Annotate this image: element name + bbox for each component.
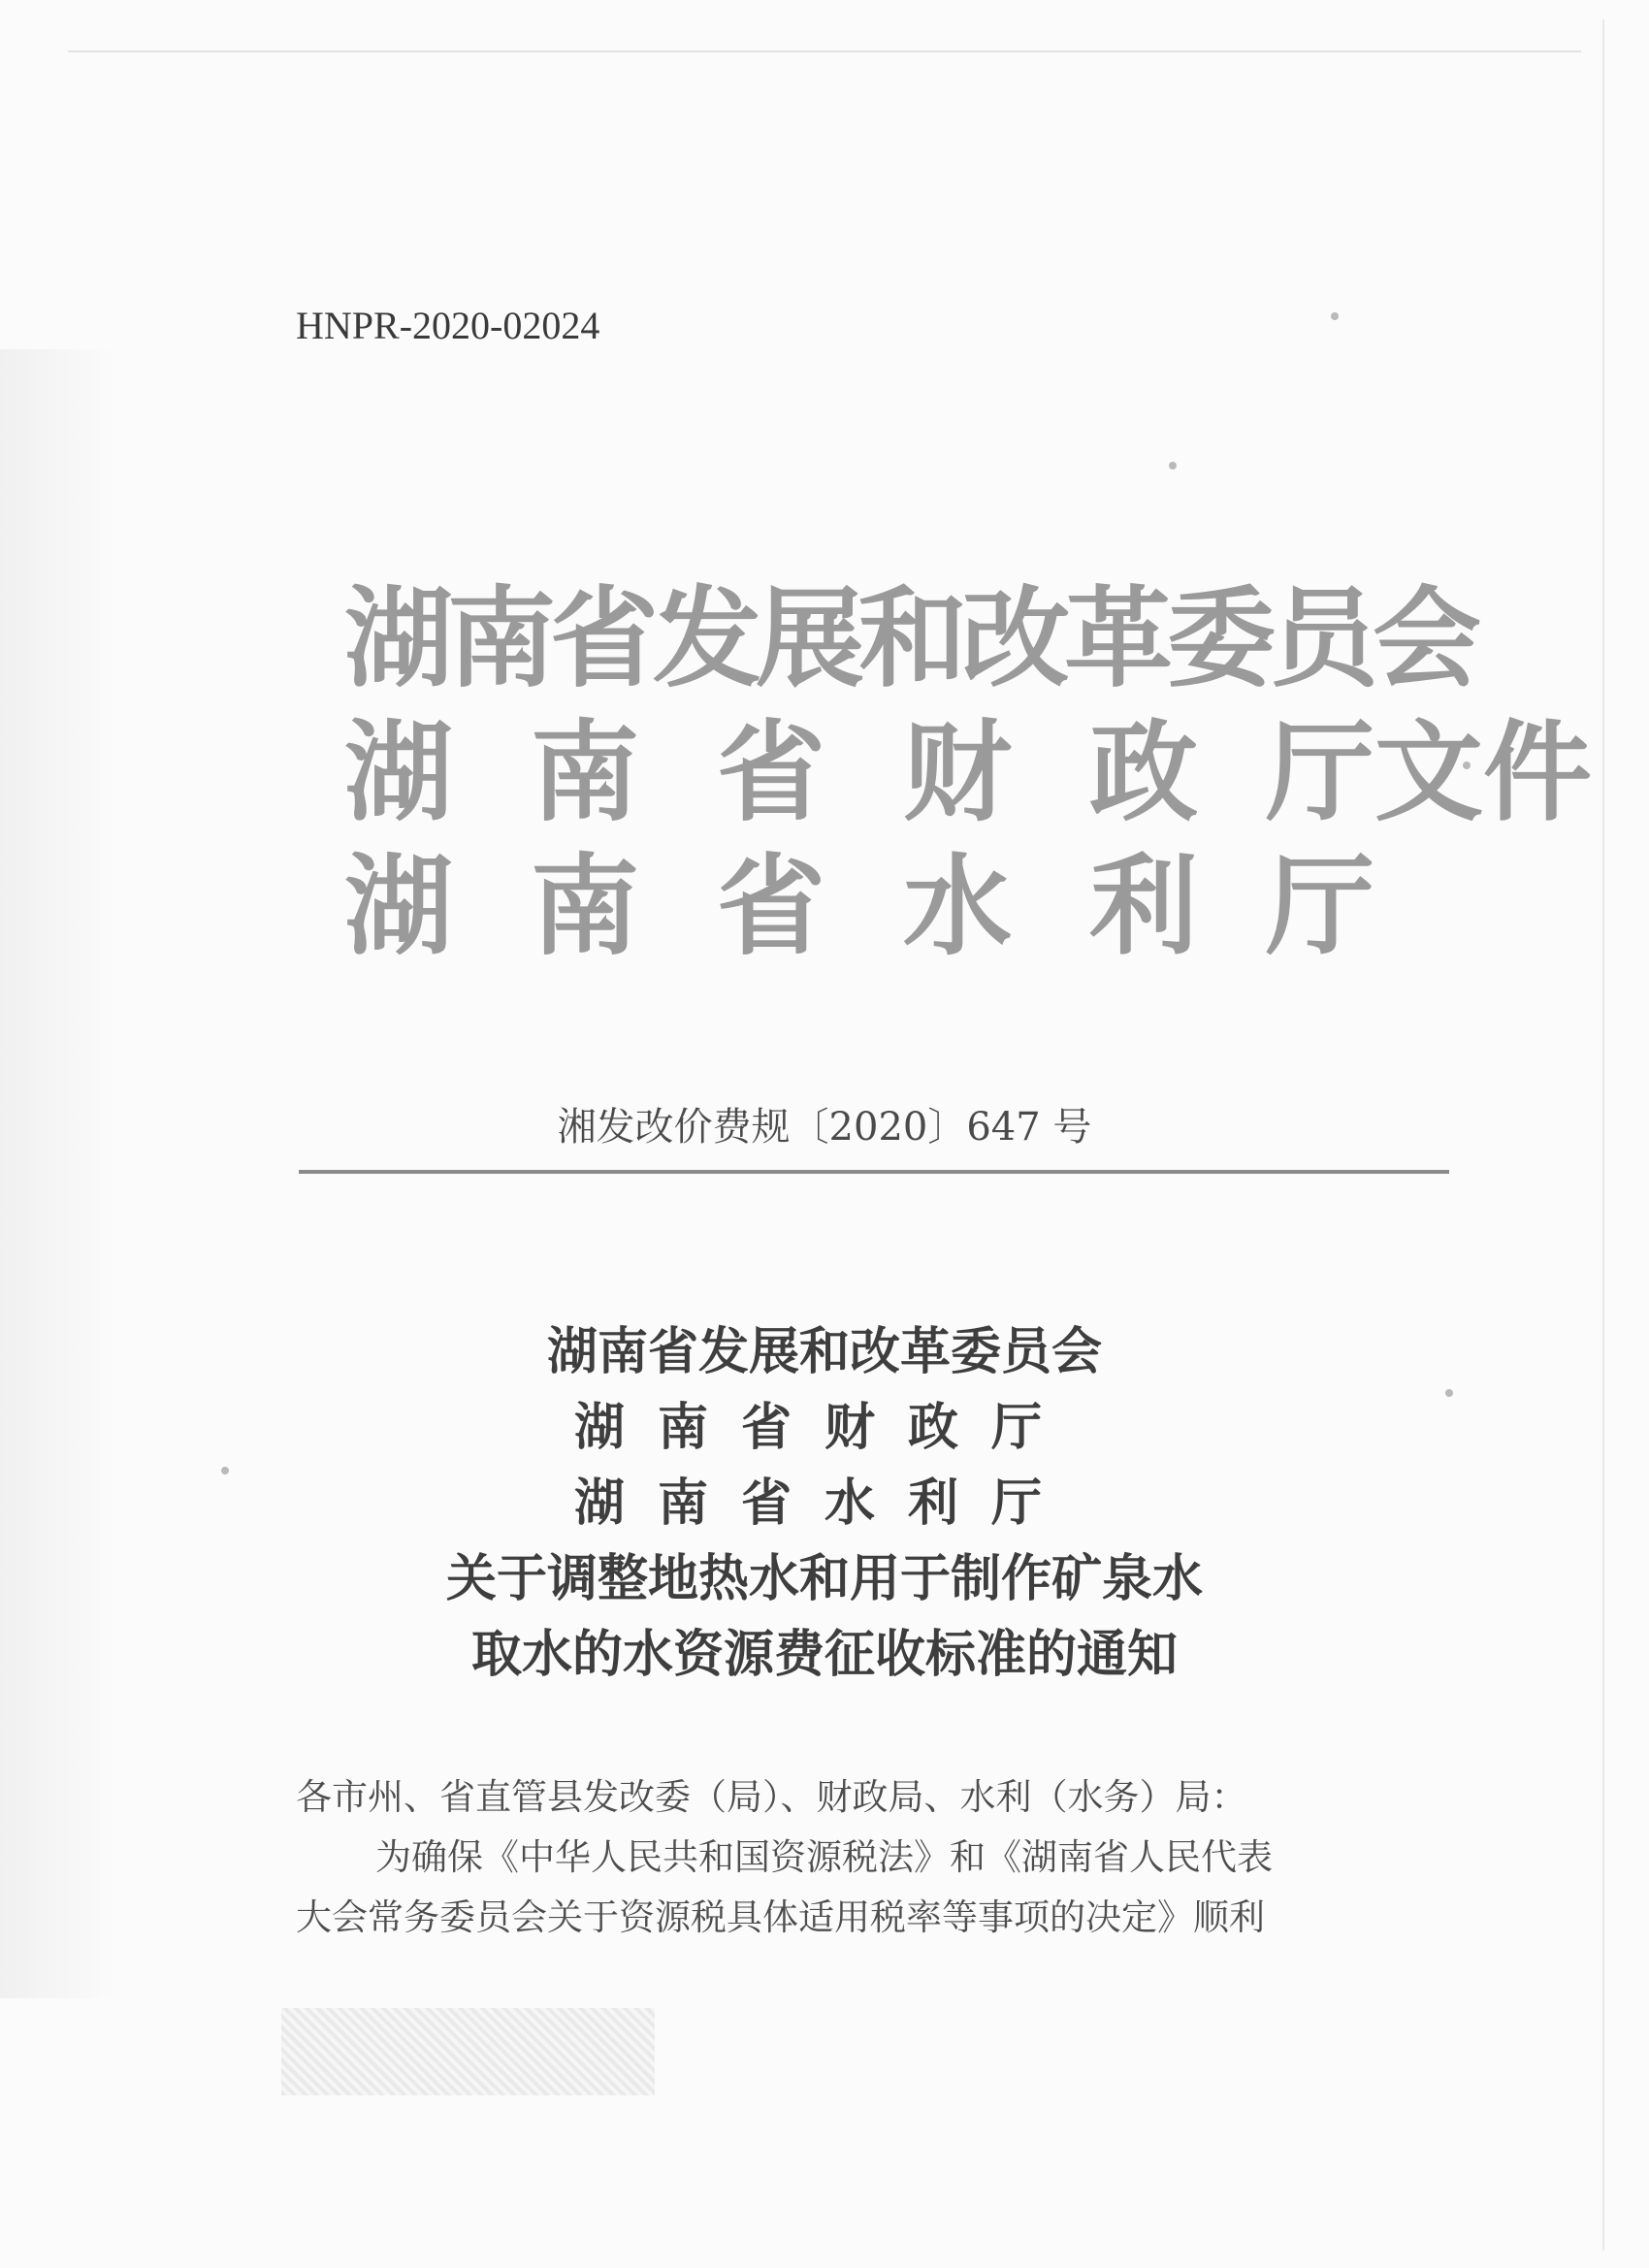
paragraph-line: 大会常务委员会关于资源税具体适用税率等事项的决定》顺利 xyxy=(296,1896,1265,1938)
file-number: 湘发改价费规〔2020〕647 号 xyxy=(557,1105,1092,1150)
title-line-4: 关于调整地热水和用于制作矿泉水 xyxy=(445,1549,1203,1608)
issuer-char: 省 xyxy=(717,843,825,970)
title-line-3: 湖南省水利厅 xyxy=(573,1474,1075,1533)
issuer-char: 利 xyxy=(1089,843,1198,970)
issuer-char: 省 xyxy=(717,709,825,836)
issuer-char: 政 xyxy=(1089,709,1198,836)
issuer-char: 厅文件 xyxy=(1266,709,1592,836)
scan-speck xyxy=(1331,312,1339,320)
issuer-char: 水 xyxy=(903,843,1012,970)
salutation: 各市州、省直管县发改委（局）、财政局、水利（水务）局： xyxy=(296,1776,1247,1818)
title-line-1: 湖南省发展和改革委员会 xyxy=(546,1322,1102,1381)
title-line-5: 取水的水资源费征收标准的通知 xyxy=(470,1625,1178,1684)
title-line-2: 湖南省财政厅 xyxy=(573,1398,1075,1457)
issuer-char: 财 xyxy=(903,709,1012,836)
issuer-char: 厅 xyxy=(1266,843,1374,970)
document-body xyxy=(296,1767,1455,1948)
issuer-line-1: 湖南省发展和改革委员会 xyxy=(344,575,1475,702)
header-divider xyxy=(299,1170,1449,1174)
issuer-char: 湖 xyxy=(344,843,453,970)
scan-edge-line xyxy=(68,50,1581,52)
scan-smudge xyxy=(281,2008,655,2095)
issuer-line-3 xyxy=(344,840,1508,974)
issuer-char: 南 xyxy=(531,709,639,836)
issuer-char: 南 xyxy=(531,843,639,970)
scan-speck xyxy=(1169,462,1177,470)
document-code: HNPR-2020-02024 xyxy=(296,304,600,347)
issuer-header xyxy=(344,572,1592,974)
issuer-char: 湖 xyxy=(344,709,453,836)
scan-shadow xyxy=(0,349,116,1998)
document-title xyxy=(0,1314,1649,1693)
issuer-line-2 xyxy=(344,706,1592,840)
paragraph-line: 为确保《中华人民共和国资源税法》和《湖南省人民代表 xyxy=(375,1836,1273,1878)
